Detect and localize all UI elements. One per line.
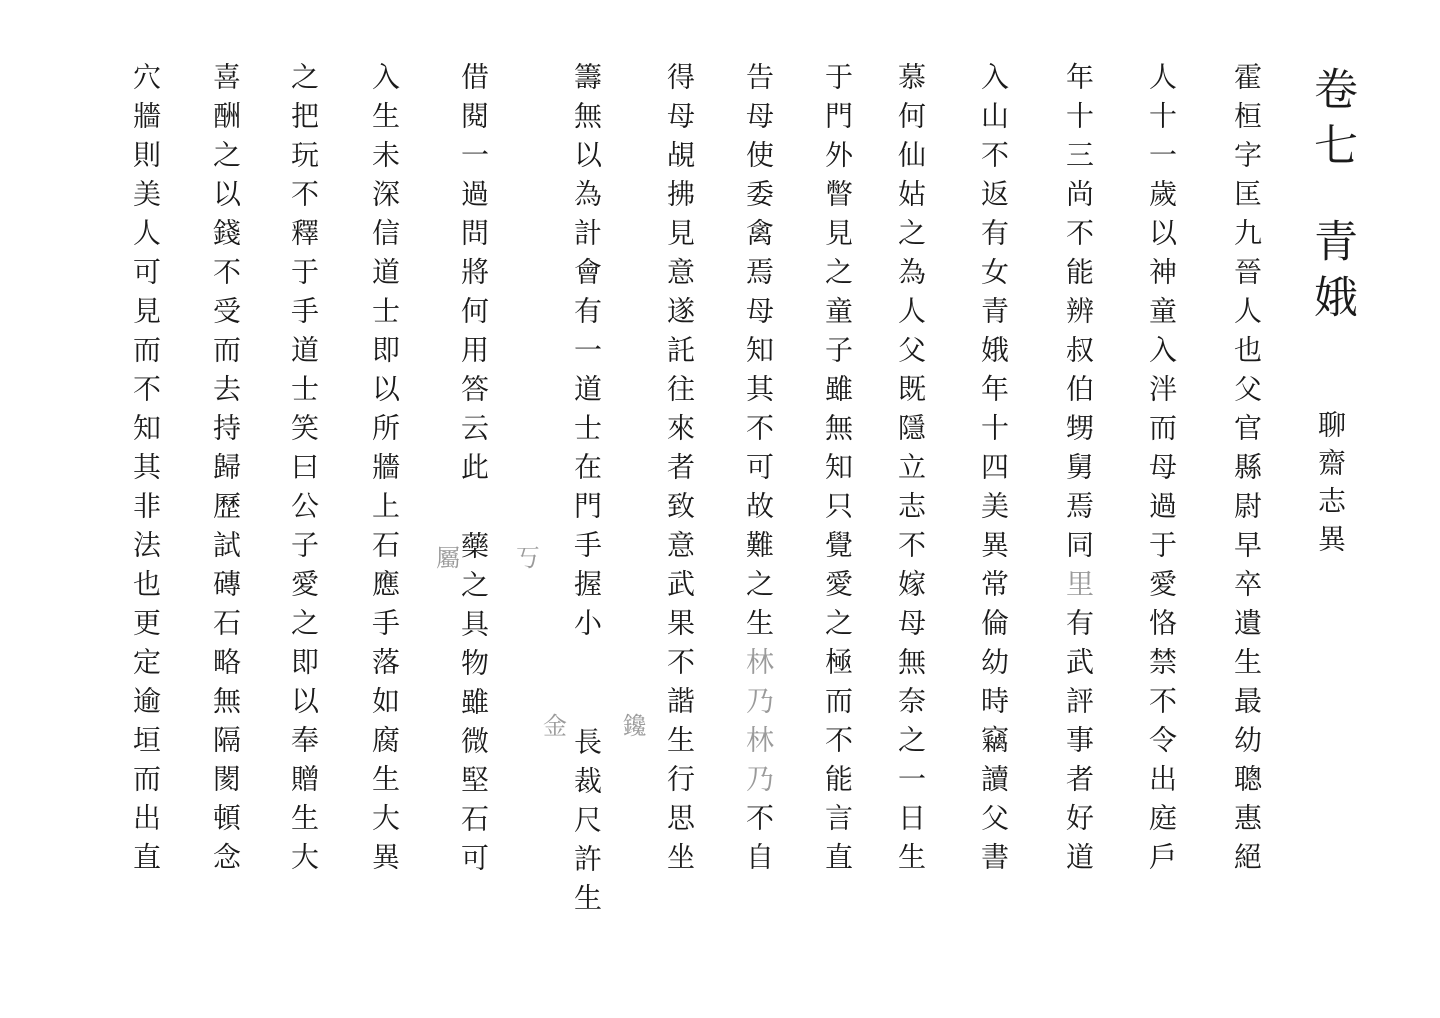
text-column: 得母覘拂見意遂託往來者致意武果不諧生行思坐	[663, 62, 696, 881]
text-column: 借閱一過問將何用答云此藥之具物雖微堅石可	[457, 62, 490, 882]
text-column: 穴牆則美人可見而不知其非法也更定逾垣而出直	[129, 62, 162, 881]
text-column: 年十三尚不能辨叔伯甥舅焉同里有武評事者好道	[1062, 62, 1095, 881]
text-column: 入生未深信道士即以所牆上石應手落如腐生大異	[368, 62, 401, 881]
inline-note: 林乃林乃	[742, 647, 775, 803]
text-column: 人十一歲以神童入泮而母過于愛恪禁不令出庭戶	[1145, 62, 1178, 881]
text-column: 于門外瞥見之童子雖無知只覺愛之極而不能言直	[821, 62, 854, 881]
text-column: 之把玩不釋于手道士笑曰公子愛之即以奉贈生大	[287, 62, 320, 881]
volume-label: 卷七	[1306, 66, 1357, 178]
text-column: 告母使委禽焉母知其不可故難之生林乃林乃不自	[742, 62, 775, 881]
text-column: 入山不返有女青娥年十四美異常倫幼時竊讀父書	[977, 62, 1010, 881]
story-title: 青娥	[1306, 218, 1357, 330]
page-title	[1306, 66, 1356, 330]
side-note: 屬 丂	[436, 544, 564, 572]
text-column: 慕何仙姑之為人父既隱立志不嫁母無奈之一日生	[894, 62, 927, 881]
source-label: 聊齋志異	[1314, 410, 1347, 562]
text-column: 喜酬之以錢不受而去持歸歷試磚石略無隔閡頓念	[209, 62, 242, 881]
text-column: 霍桓字匡九晉人也父官縣尉早卒遺生最幼聰惠絕	[1230, 62, 1263, 881]
inline-note: 里	[1062, 569, 1095, 608]
text-column: 籌無以為計會有一道士在門手握小長裁尺許生	[570, 62, 603, 922]
side-note: 金 鑱	[543, 712, 671, 740]
